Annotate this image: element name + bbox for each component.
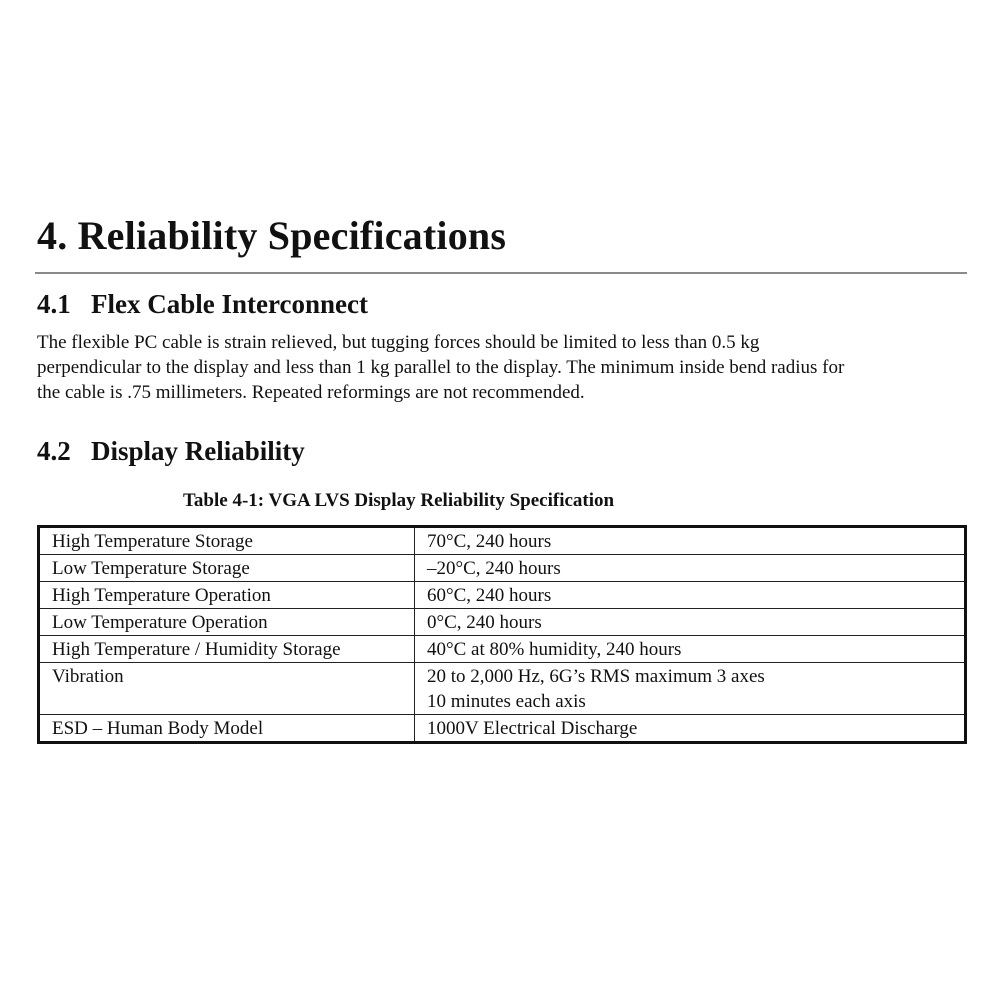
spec-parameter-cell: Low Temperature Storage bbox=[39, 555, 415, 582]
spec-value-line: 1000V Electrical Discharge bbox=[427, 718, 638, 739]
reliability-spec-table bbox=[37, 525, 967, 744]
table-row bbox=[39, 715, 966, 743]
section-title: 4. Reliability Specifications bbox=[37, 213, 507, 258]
spec-value-cell bbox=[415, 715, 966, 743]
spec-value-cell bbox=[415, 555, 966, 582]
spec-value-cell bbox=[415, 582, 966, 609]
spec-value-line: 10 minutes each axis bbox=[427, 691, 586, 712]
spec-value-cell bbox=[415, 527, 966, 555]
spec-value-line: 40°C at 80% humidity, 240 hours bbox=[427, 639, 682, 660]
spec-parameter-cell: Vibration bbox=[39, 663, 415, 715]
spec-value-line: 70°C, 240 hours bbox=[427, 531, 552, 552]
spec-parameter-cell: ESD – Human Body Model bbox=[39, 715, 415, 743]
table-row bbox=[39, 636, 966, 663]
table-row bbox=[39, 555, 966, 582]
spec-parameter-cell: High Temperature Operation bbox=[39, 582, 415, 609]
subsection-title: Display Reliability bbox=[91, 436, 305, 466]
spec-value-cell bbox=[415, 663, 966, 715]
table-row bbox=[39, 609, 966, 636]
flex-cable-paragraph bbox=[37, 330, 967, 405]
subsection-heading-display-reliability bbox=[37, 435, 967, 467]
spec-value-line: 20 to 2,000 Hz, 6G’s RMS maximum 3 axes bbox=[427, 666, 765, 687]
spec-parameter-cell: High Temperature Storage bbox=[39, 527, 415, 555]
subsection-heading-flex-cable bbox=[37, 288, 967, 320]
table-row bbox=[39, 582, 966, 609]
paragraph-line: The flexible PC cable is strain relieved, but tugging forces should be limited to less than 0.5 kg bbox=[37, 332, 760, 353]
spec-parameter-cell: Low Temperature Operation bbox=[39, 609, 415, 636]
spec-parameter-cell: High Temperature / Humidity Storage bbox=[39, 636, 415, 663]
table-caption: Table 4-1: VGA LVS Display Reliability Specification bbox=[183, 490, 615, 511]
subsection-number: 4.1 bbox=[37, 289, 71, 319]
table-row bbox=[39, 527, 966, 555]
subsection-number: 4.2 bbox=[37, 436, 71, 466]
spec-value-cell bbox=[415, 609, 966, 636]
section-divider bbox=[35, 272, 967, 274]
paragraph-line: perpendicular to the display and less than 1 kg parallel to the display. The minimum inside bend radius for bbox=[37, 357, 845, 378]
spec-value-line: –20°C, 240 hours bbox=[427, 558, 561, 579]
spec-value-line: 0°C, 240 hours bbox=[427, 612, 542, 633]
document-page bbox=[37, 210, 967, 744]
paragraph-line: the cable is .75 millimeters. Repeated reformings are not recommended. bbox=[37, 382, 585, 403]
spec-value-line: 60°C, 240 hours bbox=[427, 585, 552, 606]
spec-value-cell bbox=[415, 636, 966, 663]
table-row bbox=[39, 663, 966, 715]
subsection-title: Flex Cable Interconnect bbox=[91, 289, 368, 319]
